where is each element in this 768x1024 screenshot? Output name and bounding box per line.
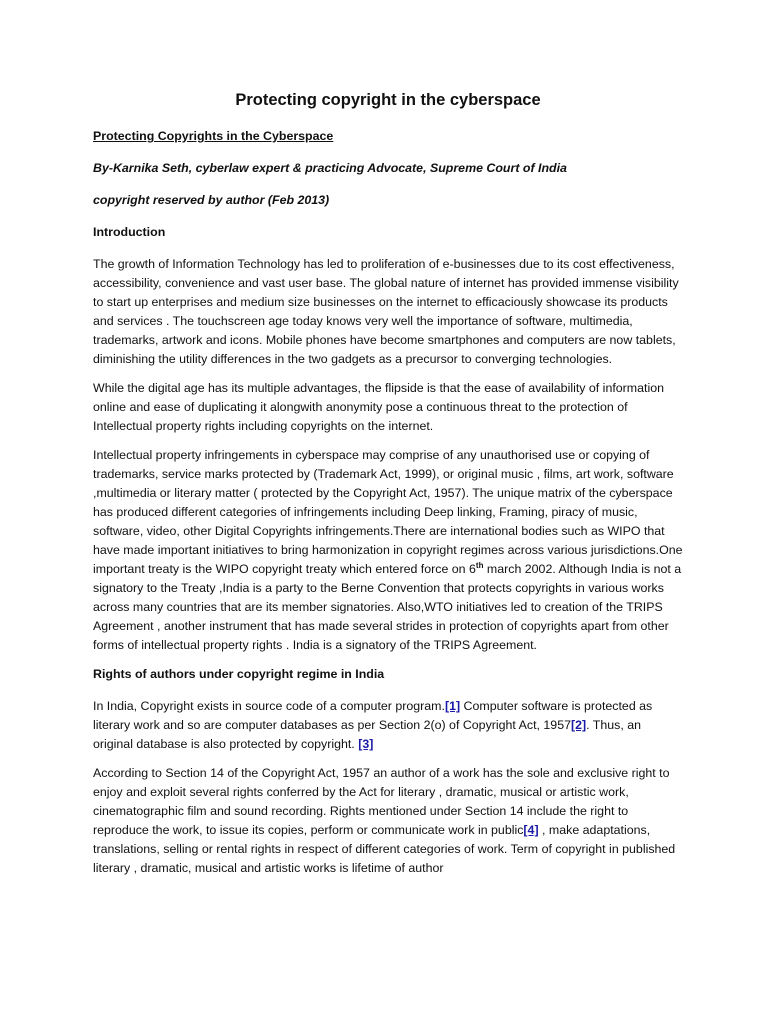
paragraph-text: , make adaptations, translations, selling or rental rights in respect of different categories of work. Term of copyright in published literary , dramatic, musical and artistic works is lifetime of author bbox=[93, 823, 676, 875]
copyright-note: copyright reserved by author (Feb 2013) bbox=[93, 193, 330, 207]
paragraph-digital-age: While the digital age has its multiple advantages, the flipside is that the ease of availability of information online and ease of duplicating it alongwith anonymity pose a continuous threat to the protection of Intellectual property rights including copyrights on the internet. bbox=[93, 381, 664, 433]
paragraph-text: In India, Copyright exists in source code of a computer program. bbox=[93, 699, 445, 713]
paragraph-text: . Thus, an original database is also protected by copyright. bbox=[93, 718, 642, 751]
paragraph-text: march 2002. Although India is not a signatory to the Treaty ,India is a party to the Berne Convention that protects copyrights in various works across many countries that are its member signatories. Also,WTO initiatives led to creation of the TRIPS Agreement , another instrument that has made several strides in protection of copyrights apart from other forms of intellectual property rights . India is a signatory of the TRIPS Agreement. bbox=[93, 562, 682, 652]
introduction-heading: Introduction bbox=[93, 225, 166, 239]
paragraph-section-14 bbox=[93, 764, 683, 878]
paragraph-ip-infringements bbox=[93, 446, 683, 655]
document-body bbox=[93, 88, 683, 888]
paragraph-text: Computer software is protected as literary work and so are computer databases as per Section 2(o) of Copyright Act, 1957 bbox=[93, 699, 653, 732]
paragraph-growth-of-it: The growth of Information Technology has led to proliferation of e-businesses due to its cost effectiveness, accessibility, convenience and vast user base. The global nature of internet has provided immense visibility to start up enterprises and medium size businesses on the internet to efficaciously showcase its products and services . The touchscreen age today knows very well the importance of software, multimedia, trademarks, artwork and icons. Mobile phones have become smartphones and computers are now tablets, diminishing the utility differences in the two gadgets as a precursor to converging technologies. bbox=[93, 257, 679, 366]
footnote-link-1[interactable]: [1] bbox=[444, 699, 461, 713]
byline: By-Karnika Seth, cyberlaw expert & practicing Advocate, Supreme Court of India bbox=[93, 161, 567, 175]
paragraph-copyright-india bbox=[93, 697, 683, 754]
rights-heading: Rights of authors under copyright regime in India bbox=[93, 667, 385, 681]
footnote-link-3[interactable]: [3] bbox=[358, 737, 374, 751]
paragraph-text: According to Section 14 of the Copyright Act, 1957 an author of a work has the sole and exclusive right to enjoy and exploit several rights conferred by the Act for literary , dramatic, musical or artistic work, cinematographic film and sound recording. Rights mentioned under Section 14 include the right to reproduce the work, to issue its copies, perform or communicate work in public bbox=[93, 766, 670, 837]
footnote-link-2[interactable]: [2] bbox=[570, 718, 587, 732]
superscript-th: th bbox=[475, 560, 484, 570]
paragraph-text: Intellectual property infringements in cyberspace may comprise of any unauthorised use or copying of trademarks, service marks protected by (Trademark Act, 1999), or original music , films, art work, software ,multimedia or literary matter ( protected by the Copyright Act, 1957). The unique matrix of the cyberspace has produced different categories of infringements including Deep linking, Framing, piracy of music, software, video, other Digital Copyrights infringements.There are international bodies such as WIPO that have made important initiatives to bring harmonization in copyright regimes across various jurisdictions.One important treaty is the WIPO copyright treaty which entered force on 6 bbox=[93, 448, 683, 576]
subtitle: Protecting Copyrights in the Cyberspace bbox=[93, 129, 334, 143]
footnote-link-4[interactable]: [4] bbox=[523, 823, 539, 837]
document-title: Protecting copyright in the cyberspace bbox=[235, 91, 541, 109]
